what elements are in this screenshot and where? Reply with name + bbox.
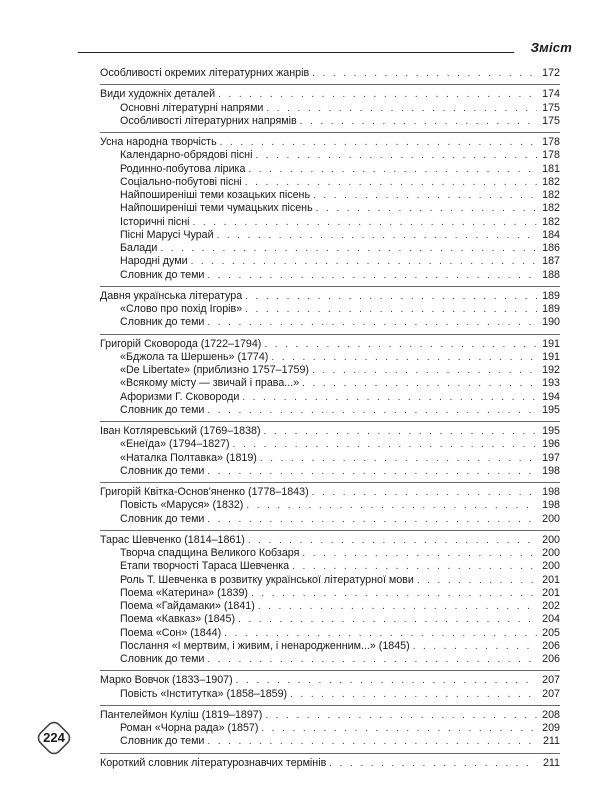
toc-page-number: 178: [542, 149, 560, 162]
toc-entry-title: Словник до теми: [120, 512, 205, 525]
toc-page-number: 198: [542, 486, 560, 498]
dot-leader: [255, 149, 537, 162]
toc-subentry: [100, 653, 560, 666]
toc-page-number: 198: [542, 464, 560, 477]
toc-page-number: 201: [542, 573, 560, 586]
dot-leader: [207, 404, 537, 417]
toc-page-number: 207: [542, 687, 560, 700]
toc-entry: [100, 486, 560, 499]
dot-leader: [207, 735, 537, 748]
toc-subentry: [100, 600, 560, 613]
toc-entry-title: «De Libertate» (приблизно 1757–1759): [120, 364, 309, 376]
toc-entry: [100, 88, 560, 101]
toc-entry-title: Афоризми Г. Сковороди: [120, 390, 240, 403]
toc-page-number: 202: [542, 600, 560, 612]
dot-leader: [248, 163, 537, 176]
table-of-contents: [100, 64, 560, 774]
dot-leader: [160, 242, 537, 255]
toc-subentry: [100, 499, 560, 512]
dot-leader: [261, 722, 537, 735]
dot-leader: [417, 574, 537, 587]
toc-entry-title: Поема «Катерина» (1839): [120, 586, 248, 599]
dot-leader: [260, 452, 537, 465]
dot-leader: [233, 438, 537, 451]
toc-entry-title: «Наталка Полтавка» (1819): [120, 451, 257, 464]
toc-entry-title: Марко Вовчок (1833–1907): [100, 674, 233, 687]
toc-entry-title: Поема «Сон» (1844): [120, 626, 222, 639]
toc-subentry: [100, 688, 560, 701]
toc-entry-title: Послання «І мертвим, і живим, і ненародженним...» (1845): [120, 639, 410, 652]
toc-entry-title: Тарас Шевченко (1814–1861): [100, 533, 245, 546]
toc-entry-title: Словник до теми: [120, 268, 205, 281]
toc-page-number: 206: [542, 639, 560, 652]
dot-leader: [193, 216, 537, 229]
dot-leader: [329, 757, 537, 770]
page-header: [78, 38, 572, 58]
toc-subentry: [100, 452, 560, 465]
toc-subentry: [100, 574, 560, 587]
toc-group: [100, 422, 560, 483]
dot-leader: [191, 255, 537, 268]
toc-entry-title: «Всякому місту — звичай і права...»: [120, 377, 300, 390]
dot-leader: [300, 115, 537, 128]
toc-page-number: 195: [542, 403, 560, 416]
toc-page-number: 195: [542, 425, 560, 437]
toc-subentry: [100, 404, 560, 417]
toc-subentry: [100, 627, 560, 640]
toc-page-number: 209: [542, 722, 560, 734]
toc-page-number: 196: [542, 438, 560, 451]
toc-group: [100, 335, 560, 423]
dot-leader: [207, 513, 537, 526]
toc-page-number: 187: [542, 255, 560, 268]
toc-entry-title: Повість «Маруся» (1832): [120, 499, 244, 512]
toc-page-number: 200: [542, 512, 560, 525]
toc-entry: [100, 534, 560, 547]
toc-page-number: 205: [542, 626, 560, 639]
toc-entry-title: Григорій Сковорода (1722–1794): [100, 337, 262, 350]
toc-entry-title: Григорій Квітка-Основ'яненко (1778–1843): [100, 486, 309, 498]
toc-entry-title: Поема «Гайдамаки» (1841): [120, 600, 255, 612]
toc-subentry: [100, 547, 560, 560]
dot-leader: [312, 486, 537, 499]
toc-entry: [100, 290, 560, 303]
toc-page-number: 174: [542, 88, 560, 101]
toc-page-number: 201: [542, 586, 560, 599]
toc-page-number: 172: [542, 67, 560, 79]
dot-leader: [236, 674, 537, 687]
toc-group: [100, 671, 560, 706]
toc-page-number: 178: [542, 136, 560, 148]
dot-leader: [312, 67, 537, 80]
toc-group: [100, 706, 560, 754]
toc-subentry: [100, 351, 560, 364]
toc-entry: [100, 67, 560, 80]
toc-entry-title: Соціально-побутові пісні: [120, 175, 242, 188]
toc-entry: [100, 757, 560, 770]
toc-entry-title: «Енеїда» (1794–1827): [120, 438, 230, 451]
toc-entry-title: «Бджола та Шершень» (1774): [120, 350, 269, 363]
toc-entry-title: Роль Т. Шевченка в розвитку української літературної мови: [120, 573, 414, 586]
dot-leader: [207, 269, 537, 282]
toc-entry-title: Види художніх деталей: [100, 88, 216, 101]
dot-leader: [264, 425, 537, 438]
toc-entry-title: Усна народна творчість: [100, 136, 217, 148]
dot-leader: [246, 499, 537, 512]
dot-leader: [312, 364, 537, 377]
dot-leader: [207, 316, 537, 329]
toc-subentry: [100, 377, 560, 390]
toc-group: [100, 531, 560, 672]
toc-page-number: 182: [542, 175, 560, 188]
toc-group: [100, 133, 560, 287]
toc-entry-title: Повість «Інститутка» (1858–1859): [120, 687, 288, 700]
toc-entry-title: Історичні пісні: [120, 215, 190, 228]
toc-page-number: 188: [542, 268, 560, 281]
toc-subentry: [100, 587, 560, 600]
toc-subentry: [100, 202, 560, 215]
toc-page-number: 191: [542, 337, 560, 350]
toc-subentry: [100, 189, 560, 202]
toc-subentry: [100, 115, 560, 128]
dot-leader: [224, 627, 537, 640]
toc-subentry: [100, 364, 560, 377]
toc-entry-title: Поема «Кавказ» (1845): [120, 613, 236, 626]
toc-subentry: [100, 391, 560, 404]
dot-leader: [290, 688, 537, 701]
toc-page-number: 186: [542, 242, 560, 254]
toc-page-number: 182: [542, 215, 560, 228]
toc-entry-title: Словник до теми: [120, 735, 205, 748]
toc-page-number: 204: [542, 613, 560, 626]
dot-leader: [302, 547, 537, 560]
toc-page-number: 175: [542, 114, 560, 127]
toc-entry-title: Давня українська література: [100, 289, 243, 302]
toc-page-number: 200: [542, 560, 560, 573]
toc-entry-title: Словник до теми: [120, 403, 205, 416]
toc-page-number: 184: [542, 228, 560, 241]
toc-entry-title: Творча спадщина Великого Кобзаря: [120, 547, 300, 559]
toc-entry-title: Словник до теми: [120, 464, 205, 477]
dot-leader: [218, 88, 537, 101]
toc-page-number: 208: [542, 708, 560, 721]
toc-subentry: [100, 613, 560, 626]
toc-page-number: 182: [542, 202, 560, 215]
toc-entry: [100, 338, 560, 351]
toc-subentry: [100, 465, 560, 478]
toc-subentry: [100, 560, 560, 573]
toc-page-number: 206: [542, 653, 560, 665]
toc-subentry: [100, 303, 560, 316]
dot-leader: [264, 338, 537, 351]
toc-entry-title: Роман «Чорна рада» (1857): [120, 722, 259, 734]
toc-entry-title: Родинно-побутова лірика: [120, 162, 246, 175]
toc-subentry: [100, 216, 560, 229]
dot-leader: [316, 202, 537, 215]
toc-subentry: [100, 163, 560, 176]
toc-subentry: [100, 735, 560, 748]
toc-subentry: [100, 269, 560, 282]
toc-page-number: 197: [542, 451, 560, 464]
dot-leader: [238, 613, 537, 626]
dot-leader: [313, 189, 537, 202]
toc-page-number: 200: [542, 547, 560, 559]
toc-entry-title: «Слово про похід Ігорів»: [120, 303, 243, 315]
toc-page-number: 200: [542, 533, 560, 546]
section-title: Зміст: [530, 40, 572, 55]
dot-leader: [245, 303, 537, 316]
dot-leader: [413, 640, 537, 653]
toc-page-number: 191: [542, 350, 560, 363]
toc-entry-title: Короткий словник літературознавчих термінів: [100, 756, 327, 769]
toc-entry-title: Пісні Марусі Чурай: [120, 228, 214, 241]
dot-leader: [271, 351, 537, 364]
toc-page-number: 192: [542, 364, 560, 376]
dot-leader: [245, 290, 537, 303]
toc-page-number: 198: [542, 499, 560, 512]
dot-leader: [248, 534, 537, 547]
toc-group: [100, 287, 560, 335]
toc-page-number: 175: [542, 101, 560, 114]
toc-group: [100, 64, 560, 85]
header-rule: [78, 52, 514, 53]
toc-entry-title: Балади: [120, 242, 158, 254]
toc-entry-title: Іван Котляревський (1769–1838): [100, 425, 261, 437]
toc-entry-title: Особливості окремих літературних жанрів: [100, 67, 310, 79]
toc-page-number: 211: [542, 756, 560, 769]
toc-group: [100, 85, 560, 133]
toc-entry-title: Словник до теми: [120, 653, 205, 665]
toc-page-number: 189: [542, 289, 560, 302]
toc-group: [100, 483, 560, 531]
toc-page-number: 193: [542, 377, 560, 390]
dot-leader: [242, 391, 537, 404]
toc-subentry: [100, 242, 560, 255]
toc-subentry: [100, 176, 560, 189]
dot-leader: [292, 560, 537, 573]
toc-subentry: [100, 722, 560, 735]
toc-entry: [100, 709, 560, 722]
toc-entry-title: Пантелеймон Куліш (1819–1897): [100, 708, 263, 721]
toc-subentry: [100, 229, 560, 242]
toc-subentry: [100, 102, 560, 115]
toc-subentry: [100, 255, 560, 268]
toc-page-number: 189: [542, 303, 560, 315]
toc-entry-title: Основні літературні напрями: [120, 101, 264, 114]
dot-leader: [245, 176, 537, 189]
toc-entry: [100, 674, 560, 687]
toc-group: [100, 754, 560, 774]
toc-entry-title: Народні думи: [120, 255, 188, 268]
dot-leader: [258, 600, 537, 613]
toc-entry-title: Найпоширеніші теми козацьких пісень: [120, 189, 311, 201]
dot-leader: [265, 709, 537, 722]
toc-entry-title: Словник до теми: [120, 316, 205, 329]
toc-subentry: [100, 513, 560, 526]
toc-page-number: 207: [542, 674, 560, 687]
toc-entry: [100, 136, 560, 149]
dot-leader: [251, 587, 537, 600]
toc-page-number: 182: [542, 189, 560, 201]
dot-leader: [266, 102, 537, 115]
page-number: 224: [43, 730, 65, 745]
toc-entry-title: Особливості літературних напрямів: [120, 114, 297, 127]
toc-page-number: 181: [542, 162, 560, 175]
dot-leader: [302, 377, 537, 390]
dot-leader: [207, 653, 537, 666]
toc-subentry: [100, 149, 560, 162]
toc-subentry: [100, 640, 560, 653]
toc-subentry: [100, 438, 560, 451]
toc-page-number: 194: [542, 390, 560, 403]
toc-subentry: [100, 316, 560, 329]
toc-entry-title: Календарно-обрядові пісні: [120, 149, 253, 162]
dot-leader: [217, 229, 537, 242]
toc-entry-title: Найпоширеніші теми чумацьких пісень: [120, 202, 313, 215]
page-number-badge: [34, 718, 74, 758]
dot-leader: [207, 465, 537, 478]
toc-page-number: 190: [542, 316, 560, 329]
toc-entry: [100, 425, 560, 438]
toc-entry-title: Етапи творчості Тараса Шевченка: [120, 560, 290, 573]
toc-page-number: 211: [542, 735, 560, 748]
dot-leader: [220, 136, 537, 149]
